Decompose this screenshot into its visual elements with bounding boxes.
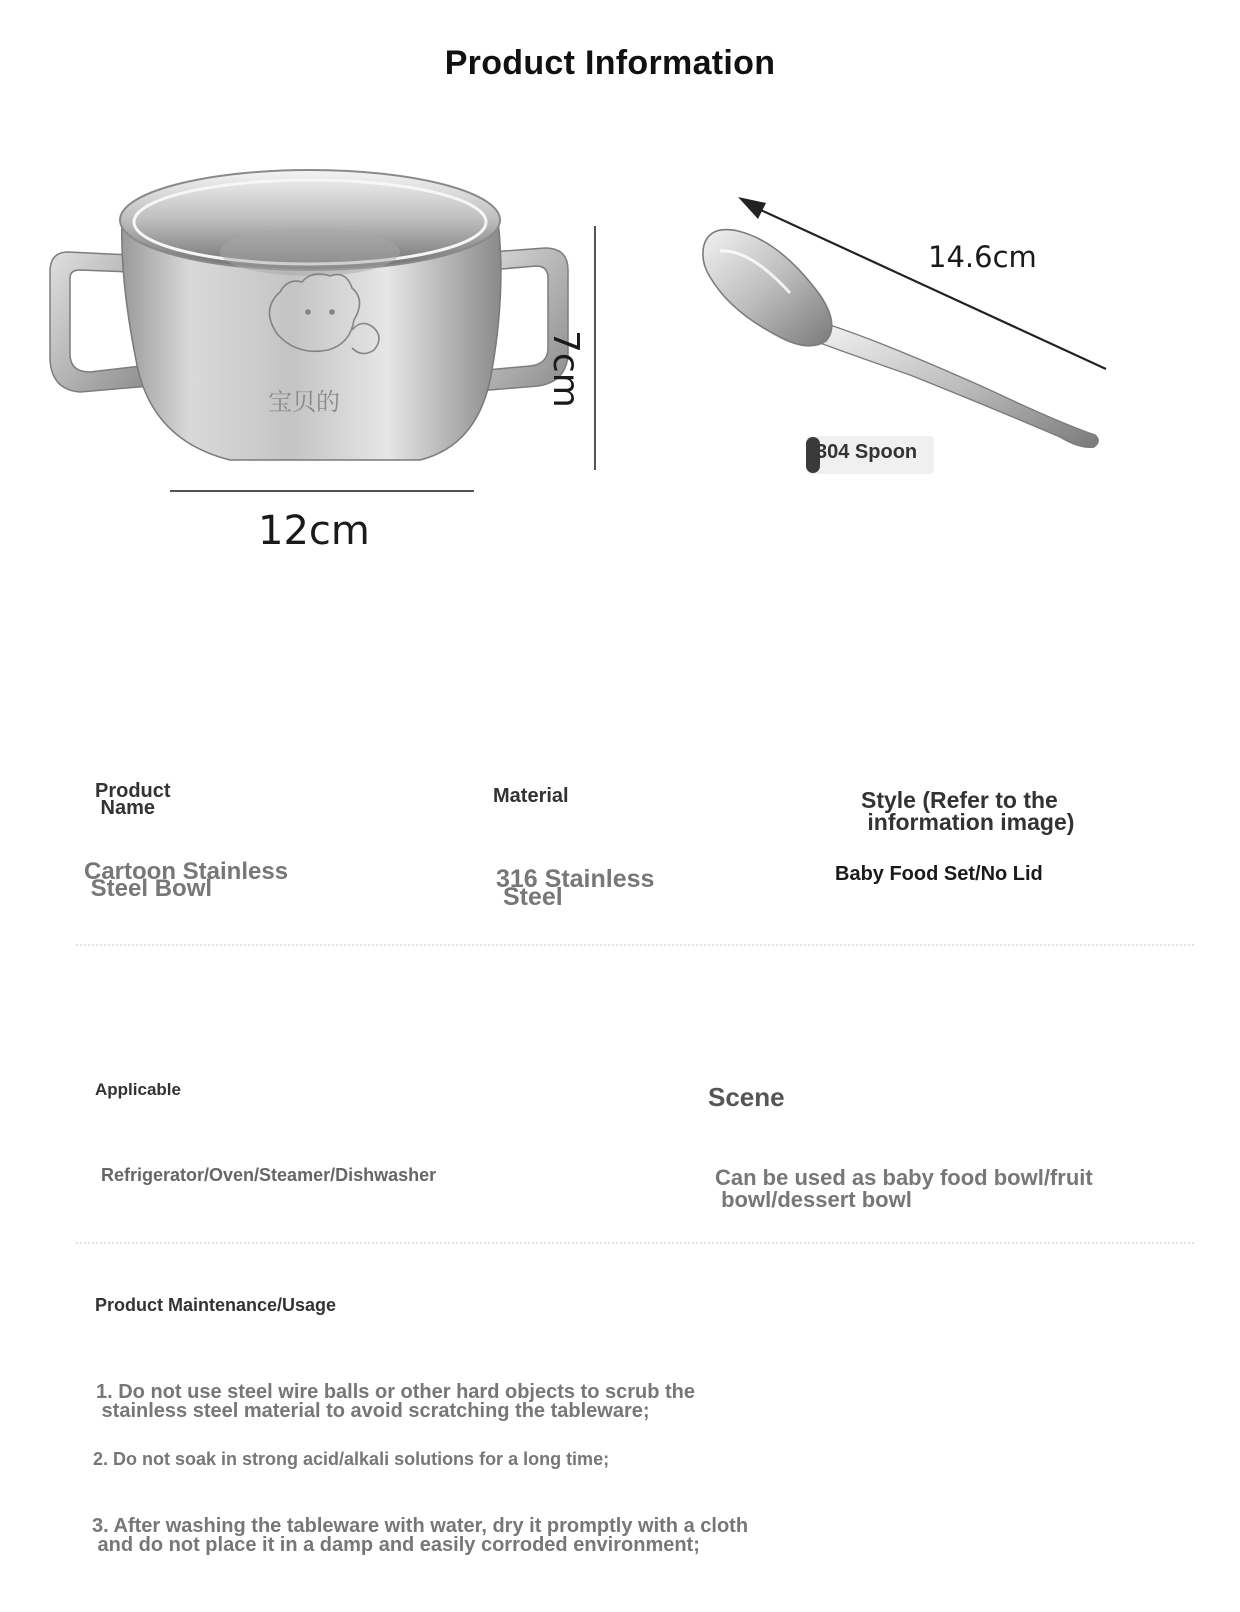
- bowl-height-label: 7cm: [545, 330, 586, 408]
- maintenance-item: 2. Do not soak in strong acid/alkali solutions for a long time;: [93, 1449, 610, 1469]
- product-name-label: Product Name: [95, 780, 171, 819]
- divider: [76, 944, 1194, 946]
- page-title: Product Information: [444, 44, 776, 82]
- bowl-engraving-text: 宝贝的: [268, 388, 340, 416]
- material-label: Material: [493, 785, 569, 807]
- product-name-value: Cartoon Stainless Steel Bowl: [84, 858, 289, 902]
- applicable-value: Refrigerator/Oven/Steamer/Dishwasher: [101, 1165, 437, 1185]
- maintenance-item: 3. After washing the tableware with water, dry it promptly with a cloth and do not place it in a damp and easily corroded environment;: [92, 1515, 749, 1556]
- spoon-length-label: 14.6cm: [928, 240, 1037, 274]
- maintenance-label: Product Maintenance/Usage: [95, 1295, 337, 1315]
- divider: [76, 1242, 1194, 1244]
- applicable-label: Applicable: [95, 1080, 181, 1099]
- height-measure-line: [594, 226, 596, 470]
- scene-label: Scene: [708, 1082, 785, 1112]
- bowl-image: [40, 160, 600, 490]
- scene-value: Can be used as baby food bowl/fruit bowl/dessert bowl: [715, 1165, 1093, 1212]
- style-value: Baby Food Set/No Lid: [835, 863, 1043, 885]
- material-value: 316 Stainless Steel: [496, 865, 655, 911]
- bowl-width-label: 12cm: [258, 508, 370, 554]
- spoon-label: 304 Spoon: [816, 441, 918, 463]
- style-label: Style (Refer to the information image): [861, 787, 1075, 835]
- width-measure-line: [170, 490, 474, 492]
- maintenance-item: 1. Do not use steel wire balls or other hard objects to scrub the stainless steel material to avoid scratching the tableware;: [96, 1381, 696, 1422]
